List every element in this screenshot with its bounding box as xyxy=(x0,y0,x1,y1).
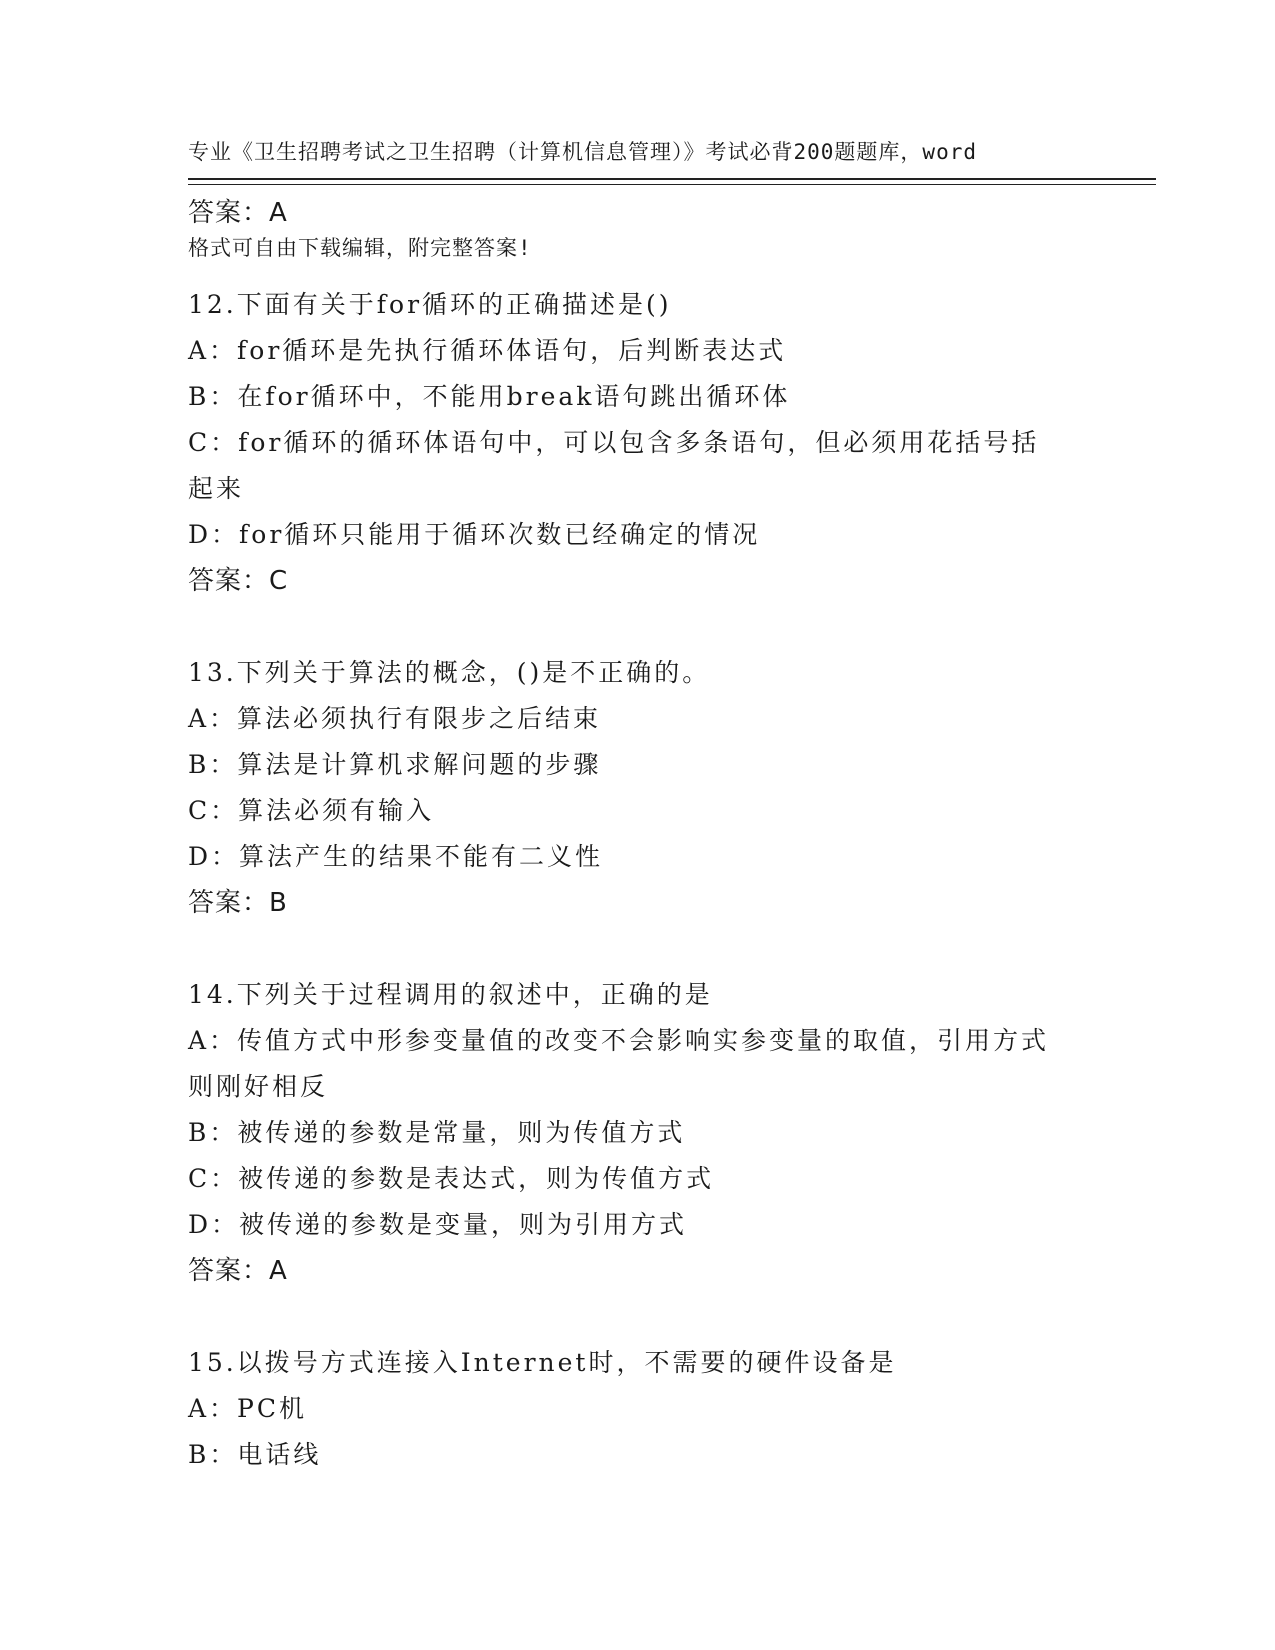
spacer xyxy=(188,236,1088,282)
question-list xyxy=(188,190,1088,1478)
option-c-continuation: 起来 xyxy=(188,474,245,503)
question-stem: 12.下面有关于for循环的正确描述是() xyxy=(188,290,672,319)
answer-line: 答案：A xyxy=(188,198,288,228)
option-c: C：for循环的循环体语句中，可以包含多条语句，但必须用花括号括 xyxy=(188,428,1040,457)
spacer xyxy=(188,1294,1088,1340)
answer-line: 答案：A xyxy=(188,1256,288,1286)
option-d: D：for循环只能用于循环次数已经确定的情况 xyxy=(188,520,761,549)
spacer xyxy=(188,926,1088,972)
option-d: D：被传递的参数是变量，则为引用方式 xyxy=(188,1210,688,1239)
option-a: A：算法必须执行有限步之后结束 xyxy=(188,704,602,733)
question-12 xyxy=(188,282,1088,604)
question-stem: 14.下列关于过程调用的叙述中，正确的是 xyxy=(188,980,713,1009)
question-stem: 13.下列关于算法的概念，()是不正确的。 xyxy=(188,658,711,687)
question-15 xyxy=(188,1340,1088,1478)
option-a-continuation: 则刚好相反 xyxy=(188,1072,329,1101)
option-a: A：PC机 xyxy=(188,1394,308,1423)
option-b: B：被传递的参数是常量，则为传值方式 xyxy=(188,1118,686,1147)
option-c: C：被传递的参数是表达式，则为传值方式 xyxy=(188,1164,715,1193)
option-b: B：在for循环中，不能用break语句跳出循环体 xyxy=(188,382,791,411)
header-title-line-1: 专业《卫生招聘考试之卫生招聘（计算机信息管理）》考试必背200题题库，word xyxy=(188,140,977,164)
answer-line: 答案：C xyxy=(188,566,289,596)
spacer xyxy=(188,604,1088,650)
option-d: D：算法产生的结果不能有二义性 xyxy=(188,842,604,871)
header-divider-thick xyxy=(188,178,1156,180)
answer-line: 答案：B xyxy=(188,888,288,918)
option-b: B：算法是计算机求解问题的步骤 xyxy=(188,750,602,779)
question-13 xyxy=(188,650,1088,926)
header-title-line-2: 格式可自由下载编辑，附完整答案! xyxy=(188,236,532,260)
question-stem: 15.以拨号方式连接入Internet时，不需要的硬件设备是 xyxy=(188,1348,897,1377)
header-divider-thin xyxy=(188,184,1156,185)
option-a: A：for循环是先执行循环体语句，后判断表达式 xyxy=(188,336,787,365)
option-a: A：传值方式中形参变量值的改变不会影响实参变量的取值，引用方式 xyxy=(188,1026,1050,1055)
option-b: B：电话线 xyxy=(188,1440,322,1469)
question-14 xyxy=(188,972,1088,1294)
option-c: C：算法必须有输入 xyxy=(188,796,435,825)
